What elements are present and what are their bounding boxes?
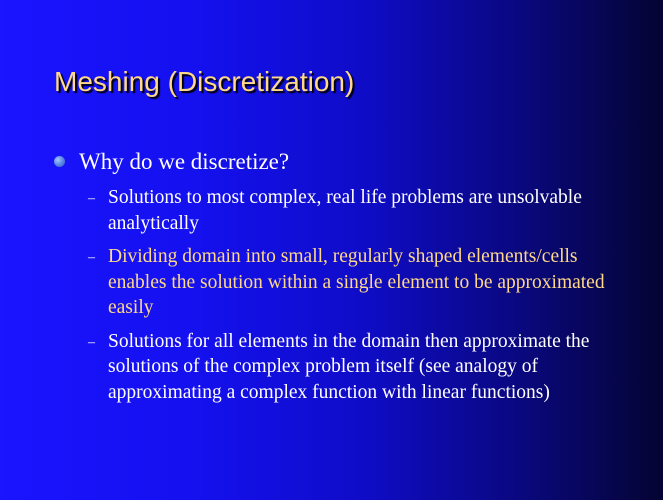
sub-bullet-unsolvable [52,185,616,236]
sub-bullet-list [52,185,652,405]
sub-bullet-text: Solutions to most complex, real life problems are unsolvable analytically [108,187,582,234]
slide-title: Meshing (Discretization) [54,66,355,97]
dash-icon: – [88,334,95,350]
sub-bullet-text: Solutions for all elements in the domain then approximate the solutions of the complex problem itself (see analogy of approximating a complex function with linear functions) [108,330,590,403]
dash-icon: – [88,250,95,265]
dash-icon: – [88,191,95,206]
sub-bullet-text: Dividing domain into small, regularly shaped elements/cells enables the solution within a single element to be approximated easily [108,246,605,318]
bullet-dot-icon [54,156,65,167]
bullet-text: Why do we discretize? [79,149,290,174]
sub-bullet-dividing-domain [52,244,616,321]
bullet-why-discretize [52,147,652,177]
slide-content [52,147,652,413]
sub-bullet-approximate-solutions [52,329,616,406]
